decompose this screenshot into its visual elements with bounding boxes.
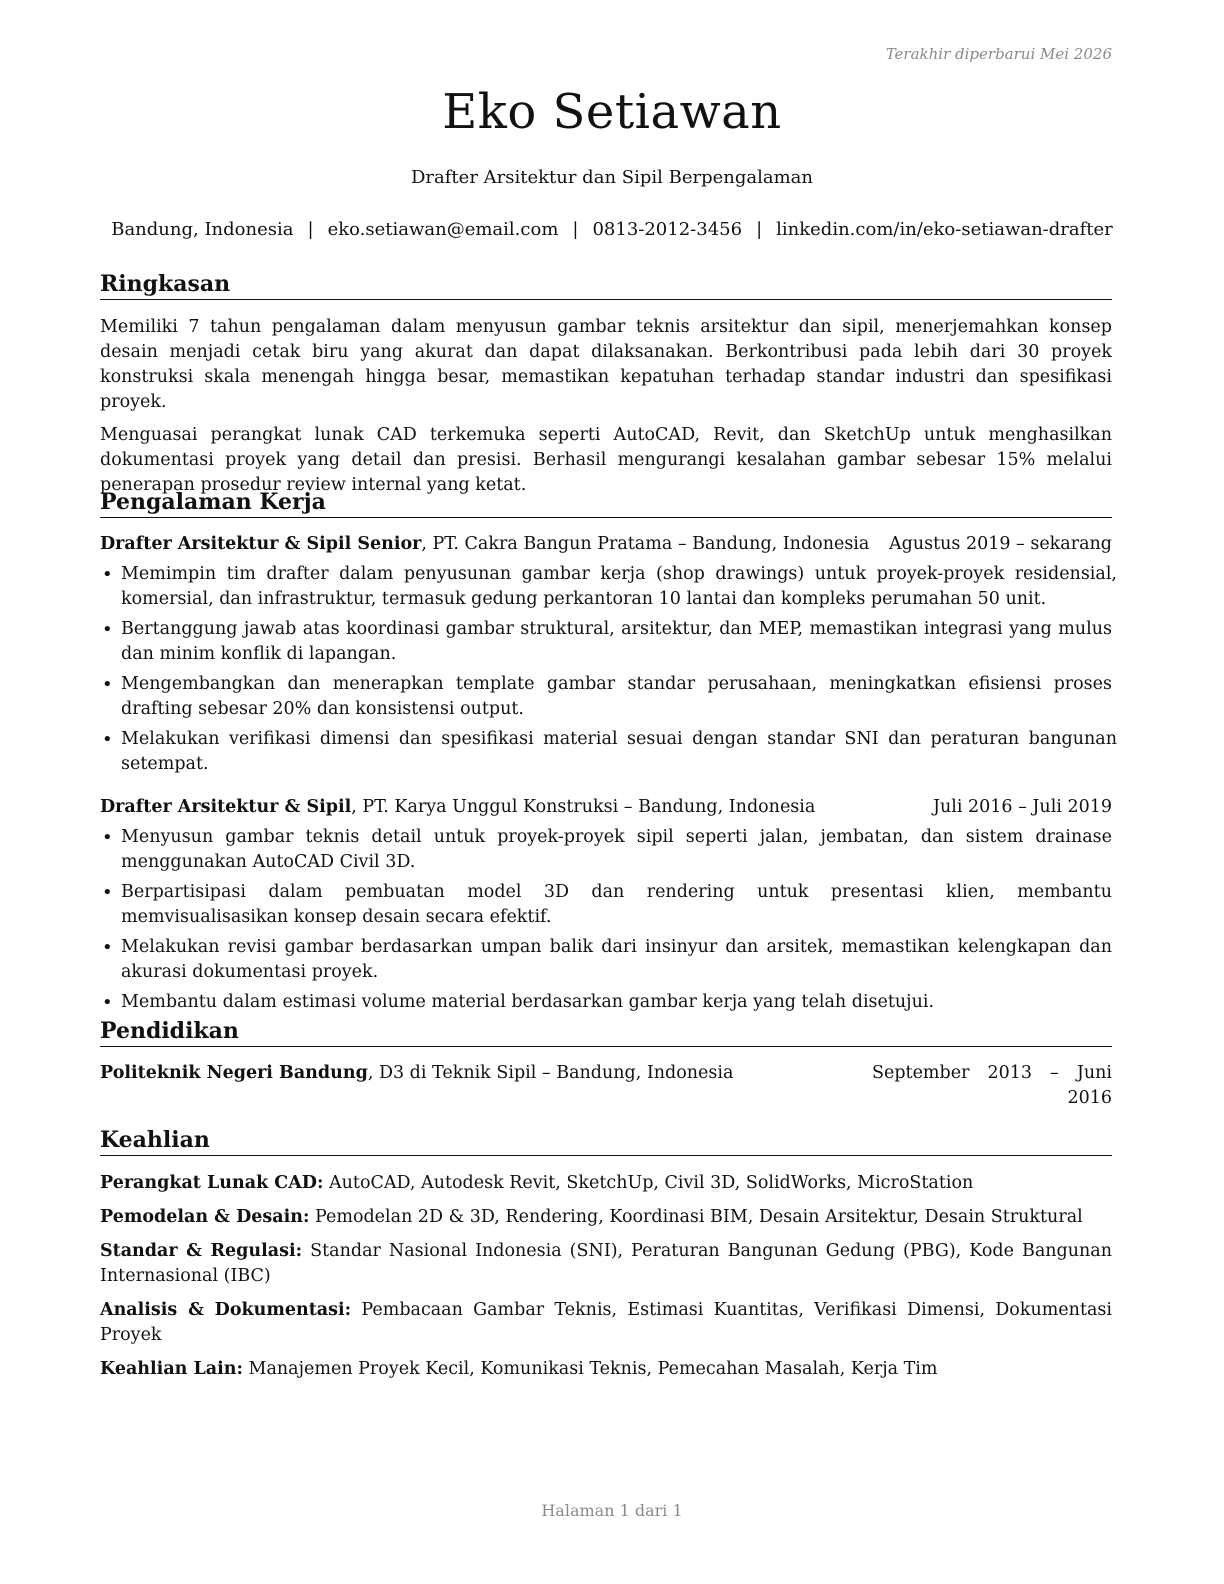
education-section: [100, 1017, 1112, 1111]
candidate-name: Eko Setiawan: [442, 84, 782, 140]
skill-row: [100, 1171, 1112, 1196]
job-header: [100, 532, 1112, 557]
job-role: Drafter Arsitektur & Sipil Senior: [100, 534, 422, 554]
list-item: • Melakukan verifikasi dimensi dan spesifikasi material sesuai dengan standar SNI dan peraturan bangunan setempat.: [100, 727, 1117, 777]
list-item: • Membantu dalam estimasi volume material berdasarkan gambar kerja yang telah disetujui.: [100, 990, 1112, 1015]
education-school: Politeknik Negeri Bandung: [100, 1063, 368, 1083]
skill-value: Pemodelan 2D & 3D, Rendering, Koordinasi BIM, Desain Arsitektur, Desain Struktural: [315, 1207, 1083, 1227]
summary-section: [100, 270, 1112, 498]
education-title-line: [100, 1061, 733, 1111]
job-entry: [100, 795, 1112, 1015]
experience-section: [100, 488, 1117, 1020]
list-item: • Menyusun gambar teknis detail untuk proyek-proyek sipil seperti jalan, jembatan, dan sistem drainase menggunakan AutoCAD Civil 3D.: [100, 825, 1112, 875]
skill-row: [100, 1357, 1112, 1382]
contact-email[interactable]: eko.setiawan@email.com: [327, 219, 559, 240]
page-number: Halaman 1 dari 1: [541, 1501, 683, 1520]
list-item: • Mengembangkan dan menerapkan template gambar standar perusahaan, meningkatkan efisiensi proses drafting sebesar 20% dan konsistensi output.: [100, 672, 1112, 722]
job-company: , PT. Cakra Bangun Pratama – Bandung, Indonesia: [421, 534, 870, 554]
education-entry: [100, 1061, 1112, 1111]
job-dates: Juli 2016 – Juli 2019: [932, 797, 1112, 817]
contact-separator: |: [307, 219, 314, 240]
section-title-summary: Ringkasan: [100, 270, 1112, 300]
education-detail: , D3 di Teknik Sipil – Bandung, Indonesia: [367, 1063, 734, 1083]
skill-label: Analisis & Dokumentasi:: [100, 1300, 352, 1320]
list-item: • Bertanggung jawab atas koordinasi gambar struktural, arsitektur, dan MEP, memastikan integrasi yang mulus dan minim konflik di lapangan.: [100, 617, 1112, 667]
education-dates: [872, 1061, 1112, 1111]
list-item: • Berpartisipasi dalam pembuatan model 3D dan rendering untuk presentasi klien, membantu memvisualisasikan konsep desain secara efektif.: [100, 880, 1112, 930]
job-bullets: [100, 825, 1112, 1015]
skill-row: [100, 1205, 1112, 1230]
summary-paragraph: Menguasai perangkat lunak CAD terkemuka seperti AutoCAD, Revit, dan SketchUp untuk menghasilkan dokumentasi proyek yang detail dan presisi. Berhasil mengurangi kesalahan gambar sebesar 15% melalui penerapan prosedur review internal yang ketat.: [100, 425, 1112, 495]
skill-row: [100, 1298, 1112, 1348]
section-title-education: Pendidikan: [100, 1017, 1112, 1047]
job-bullets: [100, 562, 1117, 777]
contact-separator: |: [572, 219, 579, 240]
contact-linkedin[interactable]: linkedin.com/in/eko-setiawan-drafter: [776, 219, 1113, 240]
education-dates-line: 2016: [1067, 1088, 1112, 1108]
skill-row: [100, 1239, 1112, 1289]
contact-location: Bandung, Indonesia: [111, 219, 294, 240]
last-updated-note: Terakhir diperbarui Mei 2026: [885, 45, 1112, 63]
skill-value: Standar Nasional Indonesia (SNI), Peraturan Bangunan Gedung (PBG), Kode Bangunan Internasional (IBC): [100, 1241, 1112, 1286]
section-title-skills: Keahlian: [100, 1126, 1112, 1156]
list-item: • Melakukan revisi gambar berdasarkan umpan balik dari insinyur dan arsitek, memastikan kelengkapan dan akurasi dokumentasi proyek.: [100, 935, 1112, 985]
skills-section: [100, 1126, 1112, 1391]
education-dates-line: September 2013 – Juni: [872, 1063, 1112, 1083]
section-title-experience: Pengalaman Kerja: [100, 488, 1112, 518]
job-title-line: [100, 532, 869, 557]
skill-value: Pembacaan Gambar Teknis, Estimasi Kuantitas, Verifikasi Dimensi, Dokumentasi Proyek: [100, 1300, 1112, 1345]
skill-value: AutoCAD, Autodesk Revit, SketchUp, Civil 3D, SolidWorks, MicroStation: [329, 1173, 974, 1193]
contact-phone: 0813-2012-3456: [592, 219, 743, 240]
contact-separator: |: [756, 219, 763, 240]
summary-paragraph: Memiliki 7 tahun pengalaman dalam menyusun gambar teknis arsitektur dan sipil, menerjemahkan konsep desain menjadi cetak biru yang akurat dan dapat dilaksanakan. Berkontribusi pada lebih dari 30 proyek konstruksi skala menengah hingga besar, memastikan kepatuhan terhadap standar industri dan spesifikasi proyek.: [100, 317, 1112, 412]
skill-label: Perangkat Lunak CAD:: [100, 1173, 324, 1193]
job-entry: [100, 532, 1117, 777]
job-company: , PT. Karya Unggul Konstruksi – Bandung, Indonesia: [351, 797, 816, 817]
skill-label: Keahlian Lain:: [100, 1359, 243, 1379]
skill-value: Manajemen Proyek Kecil, Komunikasi Teknis, Pemecahan Masalah, Kerja Tim: [248, 1359, 938, 1379]
job-role: Drafter Arsitektur & Sipil: [100, 797, 352, 817]
headline: Drafter Arsitektur dan Sipil Berpengalaman: [411, 167, 813, 188]
contact-line: [0, 219, 1224, 240]
job-header: [100, 795, 1112, 820]
skill-label: Standar & Regulasi:: [100, 1241, 303, 1261]
list-item: • Memimpin tim drafter dalam penyusunan gambar kerja (shop drawings) untuk proyek-proyek residensial, komersial, dan infrastruktur, termasuk gedung perkantoran 10 lantai dan kompleks perumahan 50 unit.: [100, 562, 1117, 612]
skills-list: [100, 1171, 1112, 1382]
job-dates: Agustus 2019 – sekarang: [889, 534, 1112, 554]
skill-label: Pemodelan & Desain:: [100, 1207, 310, 1227]
job-title-line: [100, 795, 815, 820]
